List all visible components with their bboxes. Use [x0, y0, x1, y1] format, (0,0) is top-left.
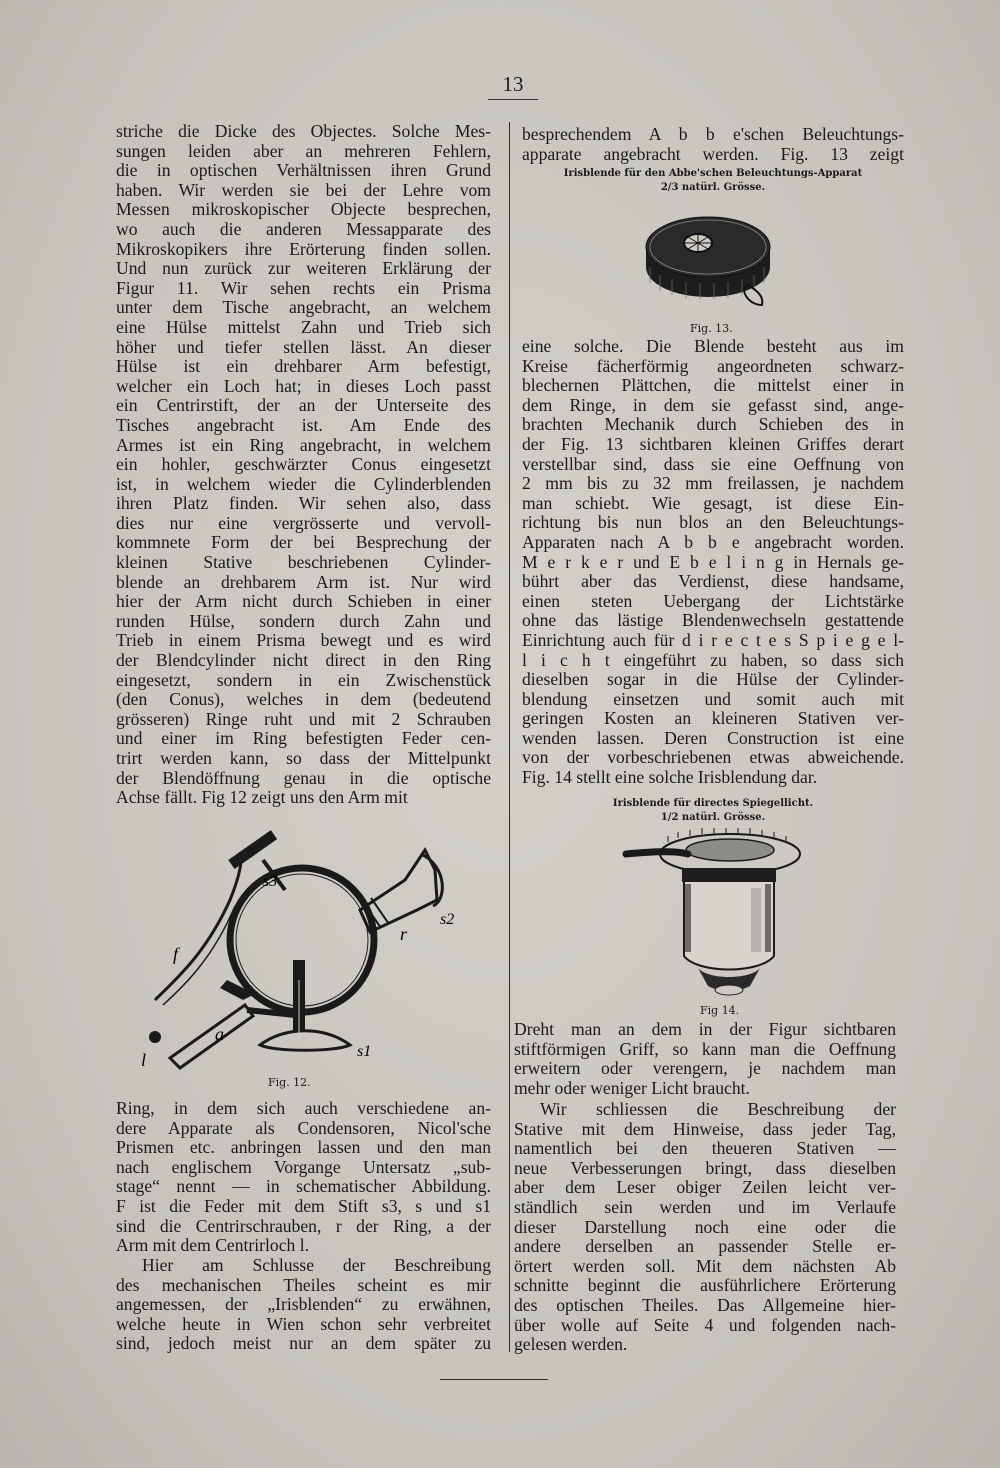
text-line: man schiebt. Wie gesagt, ist diese Ein-	[522, 492, 904, 513]
text-line: einen steten Uebergang der Lichtstärke	[522, 590, 904, 611]
text-line: eine solche. Die Blende besteht aus im	[522, 336, 904, 356]
text-line: geringen Kosten an kleineren Stativen ver-	[522, 708, 904, 729]
page-number: 13	[488, 72, 538, 100]
text-line: des mechanischen Theiles scheint es mir	[116, 1274, 491, 1295]
arm	[170, 1005, 253, 1068]
label-s3: s3	[263, 873, 278, 890]
label-f: f	[173, 944, 179, 964]
text-line: Trieb in einem Prisma bewegt und es wird	[116, 630, 491, 651]
text-line: Kreise fächerförmig angeordneten schwarz-	[522, 355, 904, 376]
text-line: der Blendcylinder nicht direct in den Ring	[116, 650, 491, 671]
figure-13-iris-diaphragm-abbe	[640, 205, 780, 315]
text-line: wenden lassen. Deren Construction ist eine	[522, 727, 904, 748]
figure-13-scale: 2/3 natürl. Grösse.	[660, 182, 766, 193]
text-line: sind die Centrirschrauben, r der Ring, a der	[116, 1215, 491, 1236]
text-line: ohne das lästige Blendenwechseln gestattende	[522, 610, 904, 631]
text-line: örtert werden soll. Mit dem nächsten Ab	[514, 1255, 896, 1276]
text-line: runden Hülse, sondern durch Zahn und	[116, 610, 491, 631]
text-line: Arm mit dem Centrirloch l.	[116, 1235, 310, 1256]
text-line: striche die Dicke des Objectes. Solche Mes-	[116, 121, 491, 141]
text-line: Wir schliessen die Beschreibung der	[540, 1099, 896, 1119]
screw-s1	[260, 1031, 350, 1051]
text-line: höher und tiefer stellen lässt. An dieser	[116, 336, 491, 357]
text-line: andere derselben an passender Stelle er-	[514, 1236, 896, 1257]
bottom-rule	[440, 1379, 548, 1380]
text-line: von der vorbeschriebenen etwas abweichende.	[522, 747, 904, 768]
text-line: Hier am Schlusse der Beschreibung	[142, 1255, 491, 1275]
text-line: Achse fällt. Fig 12 zeigt uns den Arm mit	[116, 787, 408, 808]
text-line: über wolle auf Seite 4 und folgenden nach-	[514, 1314, 896, 1335]
text-line: Dreht man an dem in der Figur sichtbaren	[514, 1019, 896, 1039]
text-line: des optischen Theiles. Das Allgemeine hier-	[514, 1294, 896, 1315]
text-line: Apparaten nach A b b e angebracht worden.	[522, 531, 904, 552]
text-line: stiftförmigen Griff, so kann man die Oeffnung	[514, 1038, 896, 1059]
text-line: ihren Platz finden. Wir sehen also, dass	[116, 493, 491, 514]
text-line: kleinen Stative beschriebenen Cylinder-	[116, 552, 491, 573]
text-line: Messen mikroskopischer Objecte besprechen,	[116, 199, 491, 220]
text-line: Hülse ist ein drehbarer Arm befestigt,	[116, 356, 491, 377]
text-line: apparate angebracht werden. Fig. 13 zeigt	[522, 143, 904, 164]
text-line: Prismen etc. anbringen lassen und den man	[116, 1137, 491, 1158]
text-line: ein Centrirstift, der an der Unterseite des	[116, 395, 491, 416]
text-line: ist, in welchem wieder die Cylinderblenden	[116, 473, 491, 494]
figure-12-caption: Fig. 12.	[268, 1076, 311, 1089]
text-line: welche heute in Wien schon sehr verbreitet	[116, 1313, 491, 1334]
right-paragraph-4	[514, 1100, 896, 1355]
figure-12-substage-arm	[135, 840, 475, 1080]
text-line: schnitte beginnt die ausführlichere Erörterung	[514, 1275, 896, 1296]
text-line: blende an drehbarem Arm ist. Nur wird	[116, 571, 491, 592]
text-line: ein hohler, geschwärzter Conus eingesetzt	[116, 454, 491, 475]
text-line: verstellbar sind, dass sie eine Oeffnung von	[522, 453, 904, 474]
label-l: l	[141, 1050, 147, 1070]
figure-14-scale: 1/2 natürl. Grösse.	[660, 812, 766, 823]
handle-pin	[626, 852, 688, 854]
text-line: der Blendöffnung genau in die optische	[116, 767, 491, 788]
text-line: gelesen werden.	[514, 1334, 628, 1355]
text-line: dieselben sogar in die Hülse der Cylinder-	[522, 669, 904, 690]
text-line: der Fig. 13 sichtbaren kleinen Griffes derart	[522, 433, 904, 454]
text-line: stage“ nennt — in schematischer Abbildung.	[116, 1176, 491, 1197]
text-line: bührt aber das Verdienst, diese handsame,	[522, 571, 904, 592]
text-line: dem Ringe, in dem sie gefasst sind, ange-	[522, 394, 904, 415]
text-line: Fig. 14 stellt eine solche Irisblendung dar.	[522, 767, 818, 788]
left-paragraph-1	[116, 122, 491, 808]
column-divider	[509, 122, 510, 1352]
label-a: a	[215, 1024, 224, 1044]
text-line: angemessen, der „Irisblenden“ zu erwähnen,	[116, 1294, 491, 1315]
text-line: neue Verbesserungen bringt, dass dieselben	[514, 1157, 896, 1178]
text-line: blendung einsetzen und somit auch mit	[522, 688, 904, 709]
text-line: hier der Arm nicht durch Schieben in einer	[116, 591, 491, 612]
text-line: Armes ist ein Ring angebracht, in welchem	[116, 434, 491, 455]
right-paragraph-3	[514, 1020, 896, 1098]
text-line: sind, jedoch meist nur an dem später zu	[116, 1333, 491, 1354]
text-line: mehr oder weniger Licht braucht.	[514, 1077, 750, 1098]
label-s1: s1	[357, 1043, 372, 1060]
text-line: unter dem Tische angebracht, an welchem	[116, 297, 491, 318]
text-line: l i c h t eingeführt zu haben, so dass sich	[522, 649, 904, 670]
text-line: haben. Wir werden sie bei der Lehre vom	[116, 179, 491, 200]
text-line: wo auch die anderen Messapparate des	[116, 218, 491, 239]
text-line: erweitern oder verengern, je nachdem man	[514, 1058, 896, 1079]
text-line: namentlich bei den theueren Stativen —	[514, 1138, 896, 1159]
text-line: (den Conus), welches in dem (bedeutend	[116, 689, 491, 710]
text-line: trirt werden kann, so dass der Mittelpunkt	[116, 748, 491, 768]
text-line: richtung bis nun blos an den Beleuchtungs-	[522, 512, 904, 533]
centrir-hole	[149, 1031, 161, 1043]
text-line: M e r k e r und E b e l i n g in Hernals ge-	[522, 551, 904, 572]
text-line: blechernen Plättchen, die mittelst einer in	[522, 375, 904, 396]
right-paragraph-1	[522, 125, 904, 164]
figure-13-title: Irisblende für den Abbe'schen Beleuchtungs-Apparat	[563, 168, 863, 179]
text-line: Figur 11. Wir sehen rechts ein Prisma	[116, 277, 491, 298]
text-line: nach englischem Vorgange Untersatz „sub-	[116, 1156, 491, 1177]
text-line: die in optischen Verhältnissen ihren Grund	[116, 160, 491, 181]
label-s2: s2	[440, 911, 455, 928]
text-line: Einrichtung auch für d i r e c t e s S p i e g e l-	[522, 629, 904, 650]
text-line: Und nun zurück zur weiteren Erklärung der	[116, 258, 491, 279]
figure-14-iris-diaphragm-mirror	[618, 828, 818, 1008]
text-line: 2 mm bis zu 32 mm freilassen, je nachdem	[522, 473, 904, 494]
text-line: eingesetzt, sondern in ein Zwischenstück	[116, 669, 491, 690]
text-line: aber dem Leser obiger Zeilen leicht ver-	[514, 1177, 896, 1198]
text-line: grösseren) Ringe ruht und mit 2 Schrauben	[116, 708, 491, 729]
text-line: besprechendem A b b e'schen Beleuchtungs-	[522, 124, 904, 144]
text-line: dies nur eine vergrösserte und vervoll-	[116, 512, 491, 533]
text-line: und einer im Ring befestigten Feder cen-	[116, 728, 491, 749]
text-line: dere Apparate als Condensoren, Nicol'sche	[116, 1117, 491, 1138]
text-line: Mikroskopikers ihre Erörterung finden sollen.	[116, 238, 491, 259]
text-line: eine Hülse mittelst Zahn und Trieb sich	[116, 316, 491, 337]
text-line: sungen leiden aber an mehreren Fehlern,	[116, 140, 491, 161]
figure-14-title: Irisblende für directes Spiegellicht.	[612, 798, 814, 809]
text-line: dieser Darstellung noch eine oder die	[514, 1216, 896, 1237]
label-r: r	[400, 924, 408, 944]
figure-13-caption: Fig. 13.	[690, 322, 733, 335]
left-paragraph-2	[116, 1099, 491, 1256]
text-line: Stative mit dem Hinweise, dass jeder Tag,	[514, 1118, 896, 1139]
text-line: brachten Mechanik durch Schieben des in	[522, 414, 904, 435]
right-paragraph-2	[522, 337, 904, 788]
text-line: Tisches angebracht ist. Am Ende des	[116, 414, 491, 435]
text-line: F ist die Feder mit dem Stift s3, s und s1	[116, 1195, 491, 1216]
text-line: Ring, in dem sich auch verschiedene an-	[116, 1098, 491, 1118]
figure-14-caption: Fig 14.	[700, 1004, 740, 1017]
text-line: ständlich sein werden und im Verlaufe	[514, 1196, 896, 1217]
text-line: kommnete Form der bei Besprechung der	[116, 532, 491, 553]
left-paragraph-3	[116, 1256, 491, 1354]
text-line: welcher ein Loch hat; in dieses Loch passt	[116, 375, 491, 396]
